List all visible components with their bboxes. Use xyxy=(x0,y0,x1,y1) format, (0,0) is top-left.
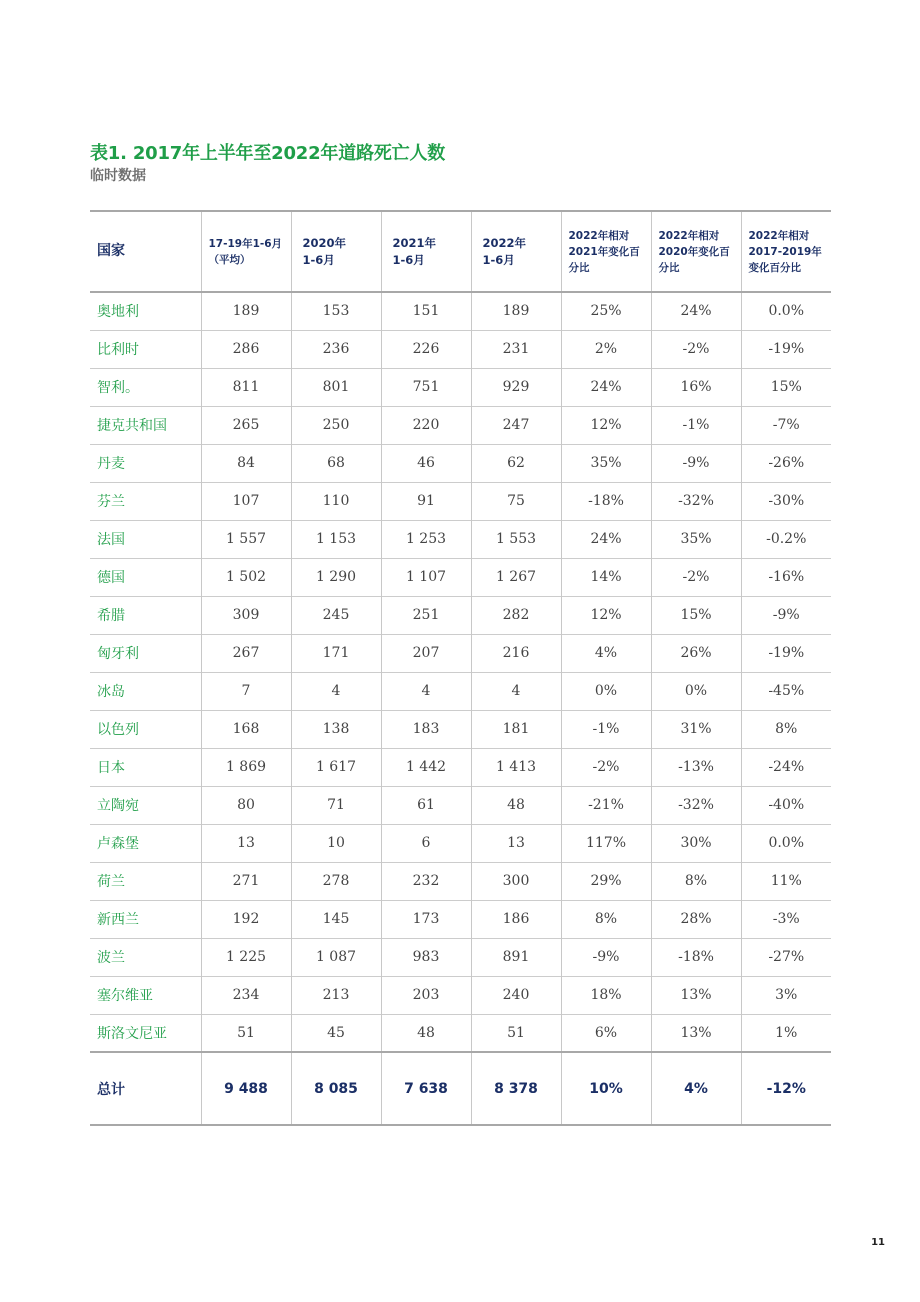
value-cell: -9% xyxy=(561,938,651,976)
header-avg-2017-2019: 17-19年1-6月（平均） xyxy=(201,211,291,292)
country-cell: 法国 xyxy=(90,520,201,558)
table-row xyxy=(90,976,831,1014)
value-cell: 240 xyxy=(471,976,561,1014)
table-row xyxy=(90,482,831,520)
value-cell: 35% xyxy=(561,444,651,482)
value-cell: 267 xyxy=(201,634,291,672)
value-cell: 271 xyxy=(201,862,291,900)
value-cell: 186 xyxy=(471,900,561,938)
value-cell: 1 413 xyxy=(471,748,561,786)
value-cell: -13% xyxy=(651,748,741,786)
value-cell: 71 xyxy=(291,786,381,824)
table-row xyxy=(90,900,831,938)
country-cell: 塞尔维亚 xyxy=(90,976,201,1014)
value-cell: 45 xyxy=(291,1014,381,1052)
value-cell: 236 xyxy=(291,330,381,368)
table-row xyxy=(90,824,831,862)
country-cell: 比利时 xyxy=(90,330,201,368)
value-cell: 189 xyxy=(201,292,291,330)
value-cell: 62 xyxy=(471,444,561,482)
value-cell: 181 xyxy=(471,710,561,748)
value-cell: 0% xyxy=(561,672,651,710)
total-value-cell: 8 085 xyxy=(291,1052,381,1125)
country-cell: 希腊 xyxy=(90,596,201,634)
value-cell: 24% xyxy=(561,520,651,558)
value-cell: 51 xyxy=(471,1014,561,1052)
country-cell: 荷兰 xyxy=(90,862,201,900)
total-value-cell: 9 488 xyxy=(201,1052,291,1125)
value-cell: 35% xyxy=(651,520,741,558)
value-cell: 232 xyxy=(381,862,471,900)
value-cell: 300 xyxy=(471,862,561,900)
table-header-row xyxy=(90,211,831,292)
value-cell: 1 225 xyxy=(201,938,291,976)
value-cell: 231 xyxy=(471,330,561,368)
value-cell: 29% xyxy=(561,862,651,900)
value-cell: 138 xyxy=(291,710,381,748)
table-row xyxy=(90,330,831,368)
value-cell: 0% xyxy=(651,672,741,710)
value-cell: 216 xyxy=(471,634,561,672)
value-cell: 4 xyxy=(291,672,381,710)
value-cell: 13 xyxy=(201,824,291,862)
value-cell: -18% xyxy=(651,938,741,976)
value-cell: 75 xyxy=(471,482,561,520)
value-cell: 171 xyxy=(291,634,381,672)
country-cell: 以色列 xyxy=(90,710,201,748)
value-cell: 1 617 xyxy=(291,748,381,786)
value-cell: -21% xyxy=(561,786,651,824)
country-cell: 芬兰 xyxy=(90,482,201,520)
table-row xyxy=(90,786,831,824)
value-cell: 1 502 xyxy=(201,558,291,596)
value-cell: -9% xyxy=(651,444,741,482)
table-row xyxy=(90,710,831,748)
value-cell: 13% xyxy=(651,1014,741,1052)
country-cell: 冰岛 xyxy=(90,672,201,710)
value-cell: 48 xyxy=(471,786,561,824)
value-cell: 24% xyxy=(561,368,651,406)
table-row xyxy=(90,1014,831,1052)
road-deaths-table xyxy=(90,210,831,1126)
table-row xyxy=(90,520,831,558)
table-row xyxy=(90,444,831,482)
value-cell: -0.2% xyxy=(741,520,831,558)
value-cell: 2% xyxy=(561,330,651,368)
value-cell: 7 xyxy=(201,672,291,710)
value-cell: 1 442 xyxy=(381,748,471,786)
value-cell: 207 xyxy=(381,634,471,672)
value-cell: 91 xyxy=(381,482,471,520)
value-cell: 80 xyxy=(201,786,291,824)
value-cell: 309 xyxy=(201,596,291,634)
value-cell: 84 xyxy=(201,444,291,482)
total-value-cell: 4% xyxy=(651,1052,741,1125)
value-cell: 25% xyxy=(561,292,651,330)
value-cell: 6 xyxy=(381,824,471,862)
value-cell: 3% xyxy=(741,976,831,1014)
value-cell: 46 xyxy=(381,444,471,482)
header-2021: 2021年 1-6月 xyxy=(381,211,471,292)
value-cell: -1% xyxy=(561,710,651,748)
value-cell: 24% xyxy=(651,292,741,330)
value-cell: 168 xyxy=(201,710,291,748)
value-cell: 8% xyxy=(741,710,831,748)
value-cell: 751 xyxy=(381,368,471,406)
value-cell: 51 xyxy=(201,1014,291,1052)
value-cell: 145 xyxy=(291,900,381,938)
table-row xyxy=(90,558,831,596)
value-cell: 1 253 xyxy=(381,520,471,558)
header-2022: 2022年 1-6月 xyxy=(471,211,561,292)
value-cell: 0.0% xyxy=(741,292,831,330)
value-cell: -19% xyxy=(741,330,831,368)
value-cell: 0.0% xyxy=(741,824,831,862)
country-cell: 奥地利 xyxy=(97,304,139,321)
value-cell: 282 xyxy=(471,596,561,634)
value-cell: 203 xyxy=(381,976,471,1014)
total-value-cell: 7 638 xyxy=(381,1052,471,1125)
value-cell: 117% xyxy=(561,824,651,862)
value-cell: 4% xyxy=(561,634,651,672)
country-cell: 丹麦 xyxy=(90,444,201,482)
value-cell: 1 557 xyxy=(201,520,291,558)
value-cell: 183 xyxy=(381,710,471,748)
value-cell: 8% xyxy=(651,862,741,900)
value-cell: 18% xyxy=(561,976,651,1014)
value-cell: -27% xyxy=(741,938,831,976)
value-cell: -7% xyxy=(741,406,831,444)
value-cell: -3% xyxy=(741,900,831,938)
table-row xyxy=(90,634,831,672)
value-cell: 286 xyxy=(201,330,291,368)
country-cell: 波兰 xyxy=(90,938,201,976)
value-cell: 4 xyxy=(381,672,471,710)
page-number: 11 xyxy=(871,1237,885,1248)
value-cell: -2% xyxy=(561,748,651,786)
value-cell: -45% xyxy=(741,672,831,710)
value-cell: -24% xyxy=(741,748,831,786)
header-change-vs-2017-2019: 2022年相对2017-2019年变化百分比 xyxy=(741,211,831,292)
value-cell: 31% xyxy=(651,710,741,748)
value-cell: -40% xyxy=(741,786,831,824)
header-change-vs-2020: 2022年相对2020年变化百分比 xyxy=(651,211,741,292)
value-cell: 1 553 xyxy=(471,520,561,558)
value-cell: 213 xyxy=(291,976,381,1014)
total-value-cell: -12% xyxy=(741,1052,831,1125)
value-cell: 247 xyxy=(471,406,561,444)
table-row xyxy=(90,672,831,710)
value-cell: -32% xyxy=(651,786,741,824)
value-cell: 250 xyxy=(291,406,381,444)
total-value-cell: 10% xyxy=(561,1052,651,1125)
value-cell: 8% xyxy=(561,900,651,938)
table-row xyxy=(90,862,831,900)
table-row xyxy=(90,368,831,406)
value-cell: 151 xyxy=(381,292,471,330)
value-cell: -9% xyxy=(741,596,831,634)
table-row xyxy=(90,938,831,976)
value-cell: 801 xyxy=(291,368,381,406)
value-cell: 28% xyxy=(651,900,741,938)
value-cell: 110 xyxy=(291,482,381,520)
value-cell: 891 xyxy=(471,938,561,976)
country-cell: 匈牙利 xyxy=(90,634,201,672)
value-cell: 13 xyxy=(471,824,561,862)
value-cell: 48 xyxy=(381,1014,471,1052)
country-cell: 捷克共和国 xyxy=(90,406,201,444)
value-cell: 1 107 xyxy=(381,558,471,596)
value-cell: 1 087 xyxy=(291,938,381,976)
table-row xyxy=(90,748,831,786)
country-cell: 日本 xyxy=(90,748,201,786)
value-cell: 13% xyxy=(651,976,741,1014)
value-cell: -26% xyxy=(741,444,831,482)
value-cell: 983 xyxy=(381,938,471,976)
value-cell: 6% xyxy=(561,1014,651,1052)
country-cell: 斯洛文尼亚 xyxy=(90,1014,201,1052)
total-value-cell: 8 378 xyxy=(471,1052,561,1125)
value-cell: 14% xyxy=(561,558,651,596)
table-title: 表1. 2017年上半年至2022年道路死亡人数 xyxy=(90,143,446,164)
value-cell: 1 153 xyxy=(291,520,381,558)
value-cell: -19% xyxy=(741,634,831,672)
value-cell: 30% xyxy=(651,824,741,862)
value-cell: 189 xyxy=(471,292,561,330)
value-cell: -2% xyxy=(651,558,741,596)
total-row xyxy=(90,1052,831,1125)
value-cell: 68 xyxy=(291,444,381,482)
value-cell: 1% xyxy=(741,1014,831,1052)
value-cell: 265 xyxy=(201,406,291,444)
value-cell: 1 869 xyxy=(201,748,291,786)
value-cell: 1 290 xyxy=(291,558,381,596)
header-2020: 2020年 1-6月 xyxy=(291,211,381,292)
country-cell: 立陶宛 xyxy=(90,786,201,824)
value-cell: 811 xyxy=(201,368,291,406)
value-cell: 220 xyxy=(381,406,471,444)
value-cell: 61 xyxy=(381,786,471,824)
value-cell: 192 xyxy=(201,900,291,938)
value-cell: 12% xyxy=(561,596,651,634)
value-cell: 278 xyxy=(291,862,381,900)
value-cell: 226 xyxy=(381,330,471,368)
table-row xyxy=(90,292,831,330)
header-country: 国家 xyxy=(90,211,201,292)
value-cell: -32% xyxy=(651,482,741,520)
table-row xyxy=(90,406,831,444)
value-cell: 11% xyxy=(741,862,831,900)
value-cell: -16% xyxy=(741,558,831,596)
country-cell: 新西兰 xyxy=(90,900,201,938)
value-cell: 107 xyxy=(201,482,291,520)
value-cell: 15% xyxy=(651,596,741,634)
country-cell: 德国 xyxy=(90,558,201,596)
value-cell: 10 xyxy=(291,824,381,862)
value-cell: -18% xyxy=(561,482,651,520)
value-cell: 245 xyxy=(291,596,381,634)
value-cell: 16% xyxy=(651,368,741,406)
value-cell: -1% xyxy=(651,406,741,444)
value-cell: 12% xyxy=(561,406,651,444)
country-cell: 智利。 xyxy=(90,368,201,406)
value-cell: 173 xyxy=(381,900,471,938)
value-cell: 26% xyxy=(651,634,741,672)
total-label: 总计 xyxy=(90,1052,201,1125)
value-cell: 251 xyxy=(381,596,471,634)
country-cell: 卢森堡 xyxy=(90,824,201,862)
value-cell: 15% xyxy=(741,368,831,406)
value-cell: 1 267 xyxy=(471,558,561,596)
value-cell: 153 xyxy=(291,292,381,330)
value-cell: 4 xyxy=(471,672,561,710)
value-cell: -2% xyxy=(651,330,741,368)
value-cell: -30% xyxy=(741,482,831,520)
table-subtitle: 临时数据 xyxy=(90,168,146,184)
value-cell: 929 xyxy=(471,368,561,406)
header-change-vs-2021: 2022年相对2021年变化百分比 xyxy=(561,211,651,292)
table-row xyxy=(90,596,831,634)
value-cell: 234 xyxy=(201,976,291,1014)
